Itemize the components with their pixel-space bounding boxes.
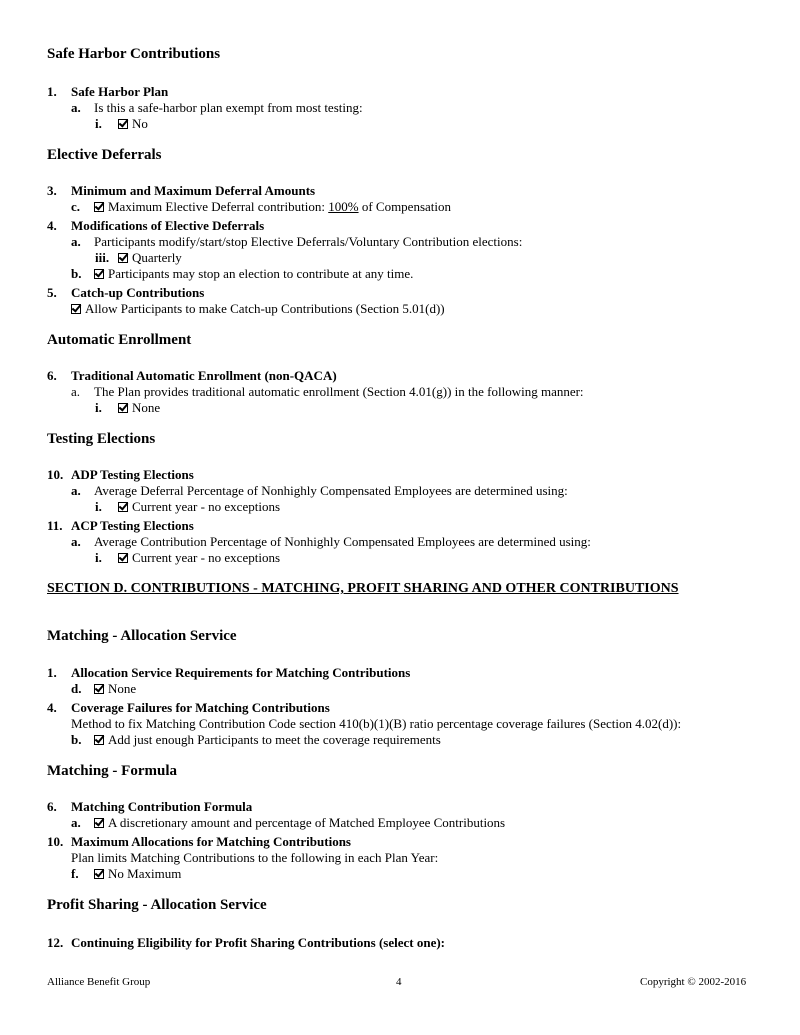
item-f10f-label: f. xyxy=(71,866,79,881)
item-6-num: 6. xyxy=(47,368,57,383)
checked-box-icon xyxy=(118,502,128,512)
item-m1d-option: None xyxy=(94,681,136,697)
heading-automatic-enrollment: Automatic Enrollment xyxy=(47,332,192,348)
item-11-num: 11. xyxy=(47,518,63,533)
item-10a-i-label: i. xyxy=(95,499,102,514)
item-6-title: Traditional Automatic Enrollment (non-QACA) xyxy=(71,368,337,383)
heading-profit-sharing: Profit Sharing - Allocation Service xyxy=(47,897,267,913)
item-11a-label: a. xyxy=(71,534,81,549)
item-m4b-option: Add just enough Participants to meet the coverage requirements xyxy=(94,732,441,748)
checked-box-icon xyxy=(71,304,81,314)
item-4a-text: Participants modify/start/stop Elective Deferrals/Voluntary Contribution elections: xyxy=(94,234,523,249)
heading-elective-deferrals: Elective Deferrals xyxy=(47,147,162,163)
item-6a-i-label: i. xyxy=(95,400,102,415)
item-m4-num: 4. xyxy=(47,700,57,715)
item-m4-desc: Method to fix Matching Contribution Code section 410(b)(1)(B) ratio percentage coverage failures (Section 4.02(d)): xyxy=(71,716,682,731)
item-m4-title: Coverage Failures for Matching Contributions xyxy=(71,700,330,715)
footer-page-number: 4 xyxy=(396,976,402,988)
checked-box-icon xyxy=(118,403,128,413)
item-6a-label: a. xyxy=(71,384,81,399)
item-m1d-label: d. xyxy=(71,681,82,696)
item-10a-i-option: Current year - no exceptions xyxy=(118,499,280,515)
checked-box-icon xyxy=(118,253,128,263)
item-11a-i-label: i. xyxy=(95,550,102,565)
item-6a-i-option: None xyxy=(118,400,160,416)
item-4a-label: a. xyxy=(71,234,81,249)
heading-testing-elections: Testing Elections xyxy=(47,431,156,447)
item-11a-text: Average Contribution Percentage of Nonhighly Compensated Employees are determined using: xyxy=(94,534,591,549)
item-1-title: Safe Harbor Plan xyxy=(71,84,169,99)
item-5-title: Catch-up Contributions xyxy=(71,285,205,300)
item-4a-iii-label: iii. xyxy=(95,250,110,265)
item-5-num: 5. xyxy=(47,285,57,300)
item-f10-title: Maximum Allocations for Matching Contributions xyxy=(71,834,351,849)
item-f6-title: Matching Contribution Formula xyxy=(71,799,253,814)
item-11a-i-option: Current year - no exceptions xyxy=(118,550,280,566)
item-4-num: 4. xyxy=(47,218,57,233)
section-d-title: SECTION D. CONTRIBUTIONS - MATCHING, PROFIT SHARING AND OTHER CONTRIBUTIONS xyxy=(47,581,679,596)
item-1: 1. xyxy=(47,84,57,99)
item-10a-text: Average Deferral Percentage of Nonhighly Compensated Employees are determined using: xyxy=(94,483,568,498)
item-m4b-label: b. xyxy=(71,732,82,747)
checked-box-icon xyxy=(118,119,128,129)
item-5-option: Allow Participants to make Catch-up Contributions (Section 5.01(d)) xyxy=(71,301,445,317)
checked-box-icon xyxy=(118,553,128,563)
item-1a-text: Is this a safe-harbor plan exempt from most testing: xyxy=(94,100,363,115)
item-3-num: 3. xyxy=(47,183,57,198)
item-10a-label: a. xyxy=(71,483,81,498)
item-10-title: ADP Testing Elections xyxy=(71,467,194,482)
checked-box-icon xyxy=(94,735,104,745)
item-f6-num: 6. xyxy=(47,799,57,814)
checked-box-icon xyxy=(94,202,104,212)
item-f10-num: 10. xyxy=(47,834,64,849)
item-3-title: Minimum and Maximum Deferral Amounts xyxy=(71,183,316,198)
item-p12-num: 12. xyxy=(47,935,64,950)
item-4b-text: Participants may stop an election to contribute at any time. xyxy=(94,266,413,282)
checked-box-icon xyxy=(94,818,104,828)
item-11-title: ACP Testing Elections xyxy=(71,518,194,533)
checked-box-icon xyxy=(94,684,104,694)
heading-matching-allocation: Matching - Allocation Service xyxy=(47,628,237,644)
heading-matching-formula: Matching - Formula xyxy=(47,763,177,779)
footer-copyright: Copyright © 2002-2016 xyxy=(640,976,747,988)
item-1a-label: a. xyxy=(71,100,81,115)
item-f10f-option: No Maximum xyxy=(94,866,181,882)
item-f10-desc: Plan limits Matching Contributions to the following in each Plan Year: xyxy=(71,850,439,865)
item-m1-num: 1. xyxy=(47,665,57,680)
item-6a-text: The Plan provides traditional automatic enrollment (Section 4.01(g)) in the following manner: xyxy=(94,384,584,399)
item-p12-title: Continuing Eligibility for Profit Sharing Contributions (select one): xyxy=(71,935,446,950)
item-3c-label: c. xyxy=(71,199,81,214)
item-4-title: Modifications of Elective Deferrals xyxy=(71,218,265,233)
item-1a-i-option: No xyxy=(118,116,148,132)
item-m1-title: Allocation Service Requirements for Matching Contributions xyxy=(71,665,411,680)
item-3c-text: Maximum Elective Deferral contribution: 100% of Compensation xyxy=(94,199,451,215)
heading-safe-harbor: Safe Harbor Contributions xyxy=(47,46,221,62)
item-1a-i-label: i. xyxy=(95,116,102,131)
item-f6a-label: a. xyxy=(71,815,81,830)
footer-company: Alliance Benefit Group xyxy=(47,976,151,988)
item-f6a-option: A discretionary amount and percentage of Matched Employee Contributions xyxy=(94,815,505,831)
item-4a-iii-option: Quarterly xyxy=(118,250,182,266)
checked-box-icon xyxy=(94,869,104,879)
checked-box-icon xyxy=(94,269,104,279)
item-10-num: 10. xyxy=(47,467,64,482)
item-4b-label: b. xyxy=(71,266,82,281)
